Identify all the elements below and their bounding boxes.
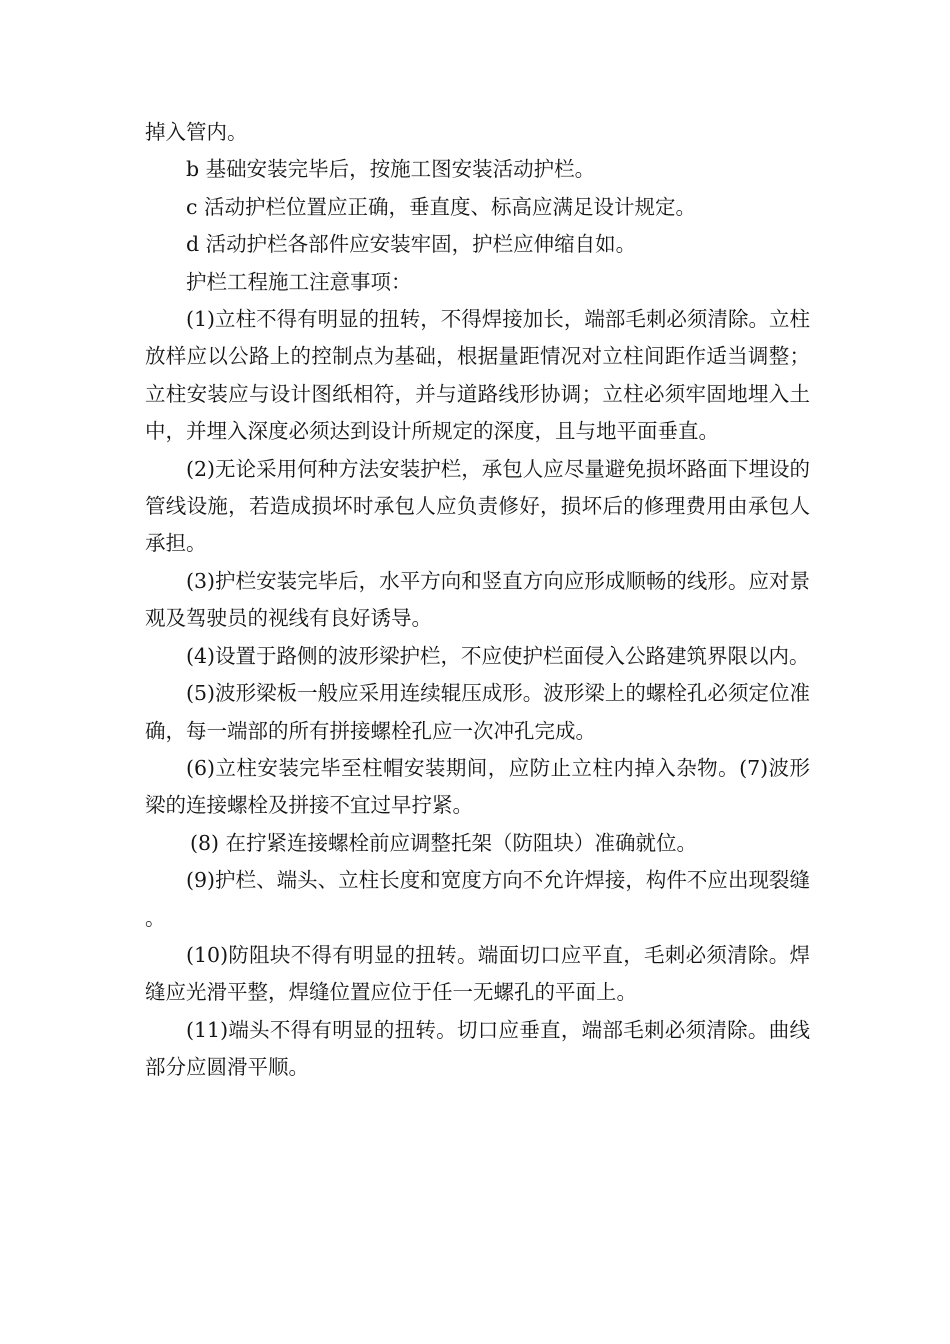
paragraph-note-3: (3)护栏安装完毕后，水平方向和竖直方向应形成顺畅的线形。应对景观及驾驶员的视线有良好诱导。 xyxy=(145,568,810,631)
paragraph-note-8: (8) 在拧紧连接螺栓前应调整托架（防阻块）准确就位。 xyxy=(190,830,698,855)
paragraph-note-11: (11)端头不得有明显的扭转。切口应垂直，端部毛刺必须清除。曲线部分应圆滑平顺。 xyxy=(145,1017,810,1080)
paragraph-item-d: d 活动护栏各部件应安装牢固，护栏应伸缩自如。 xyxy=(186,232,637,257)
paragraph-continuation: 掉入管内。 xyxy=(145,120,248,144)
section-heading: 护栏工程施工注意事项： xyxy=(186,269,412,294)
paragraph-note-1: (1)立柱不得有明显的扭转，不得焊接加长，端部毛刺必须清除。立柱放样应以公路上的控制点为基础，根据量距情况对立柱间距作适当调整；立柱安装应与设计图纸相符，并与道路线形协调；立柱必须牢固地埋入土中，并埋入深度必须达到设计所规定的深度，且与地平面垂直。 xyxy=(145,307,810,444)
paragraph-note-2: (2)无论采用何种方法安装护栏，承包人应尽量避免损坏路面下埋设的管线设施，若造成损坏时承包人应负责修好，损坏后的修理费用由承包人承担。 xyxy=(145,456,810,556)
paragraph-note-10: (10)防阻块不得有明显的扭转。端面切口应平直，毛刺必须清除。焊缝应光滑平整，焊缝位置应位于任一无螺孔的平面上。 xyxy=(145,942,810,1005)
paragraph-item-c: c 活动护栏位置应正确，垂直度、标高应满足设计规定。 xyxy=(186,194,696,219)
paragraph-note-6-7: (6)立柱安装完毕至柱帽安装期间，应防止立柱内掉入杂物。(7)波形梁的连接螺栓及拼接不宜过早拧紧。 xyxy=(145,755,810,818)
paragraph-note-4: (4)设置于路侧的波形梁护栏，不应使护栏面侵入公路建筑界限以内。 xyxy=(186,643,810,668)
paragraph-item-b: b 基础安装完毕后，按施工图安装活动护栏。 xyxy=(186,157,596,182)
paragraph-note-5: (5)波形梁板一般应采用连续辊压成形。波形梁上的螺栓孔必须定位准确，每一端部的所有拼接螺栓孔应一次冲孔完成。 xyxy=(145,681,810,743)
document-body xyxy=(145,114,810,1087)
paragraph-note-9: (9)护栏、端头、立柱长度和宽度方向不允许焊接，构件不应出现裂缝。 xyxy=(145,868,810,930)
